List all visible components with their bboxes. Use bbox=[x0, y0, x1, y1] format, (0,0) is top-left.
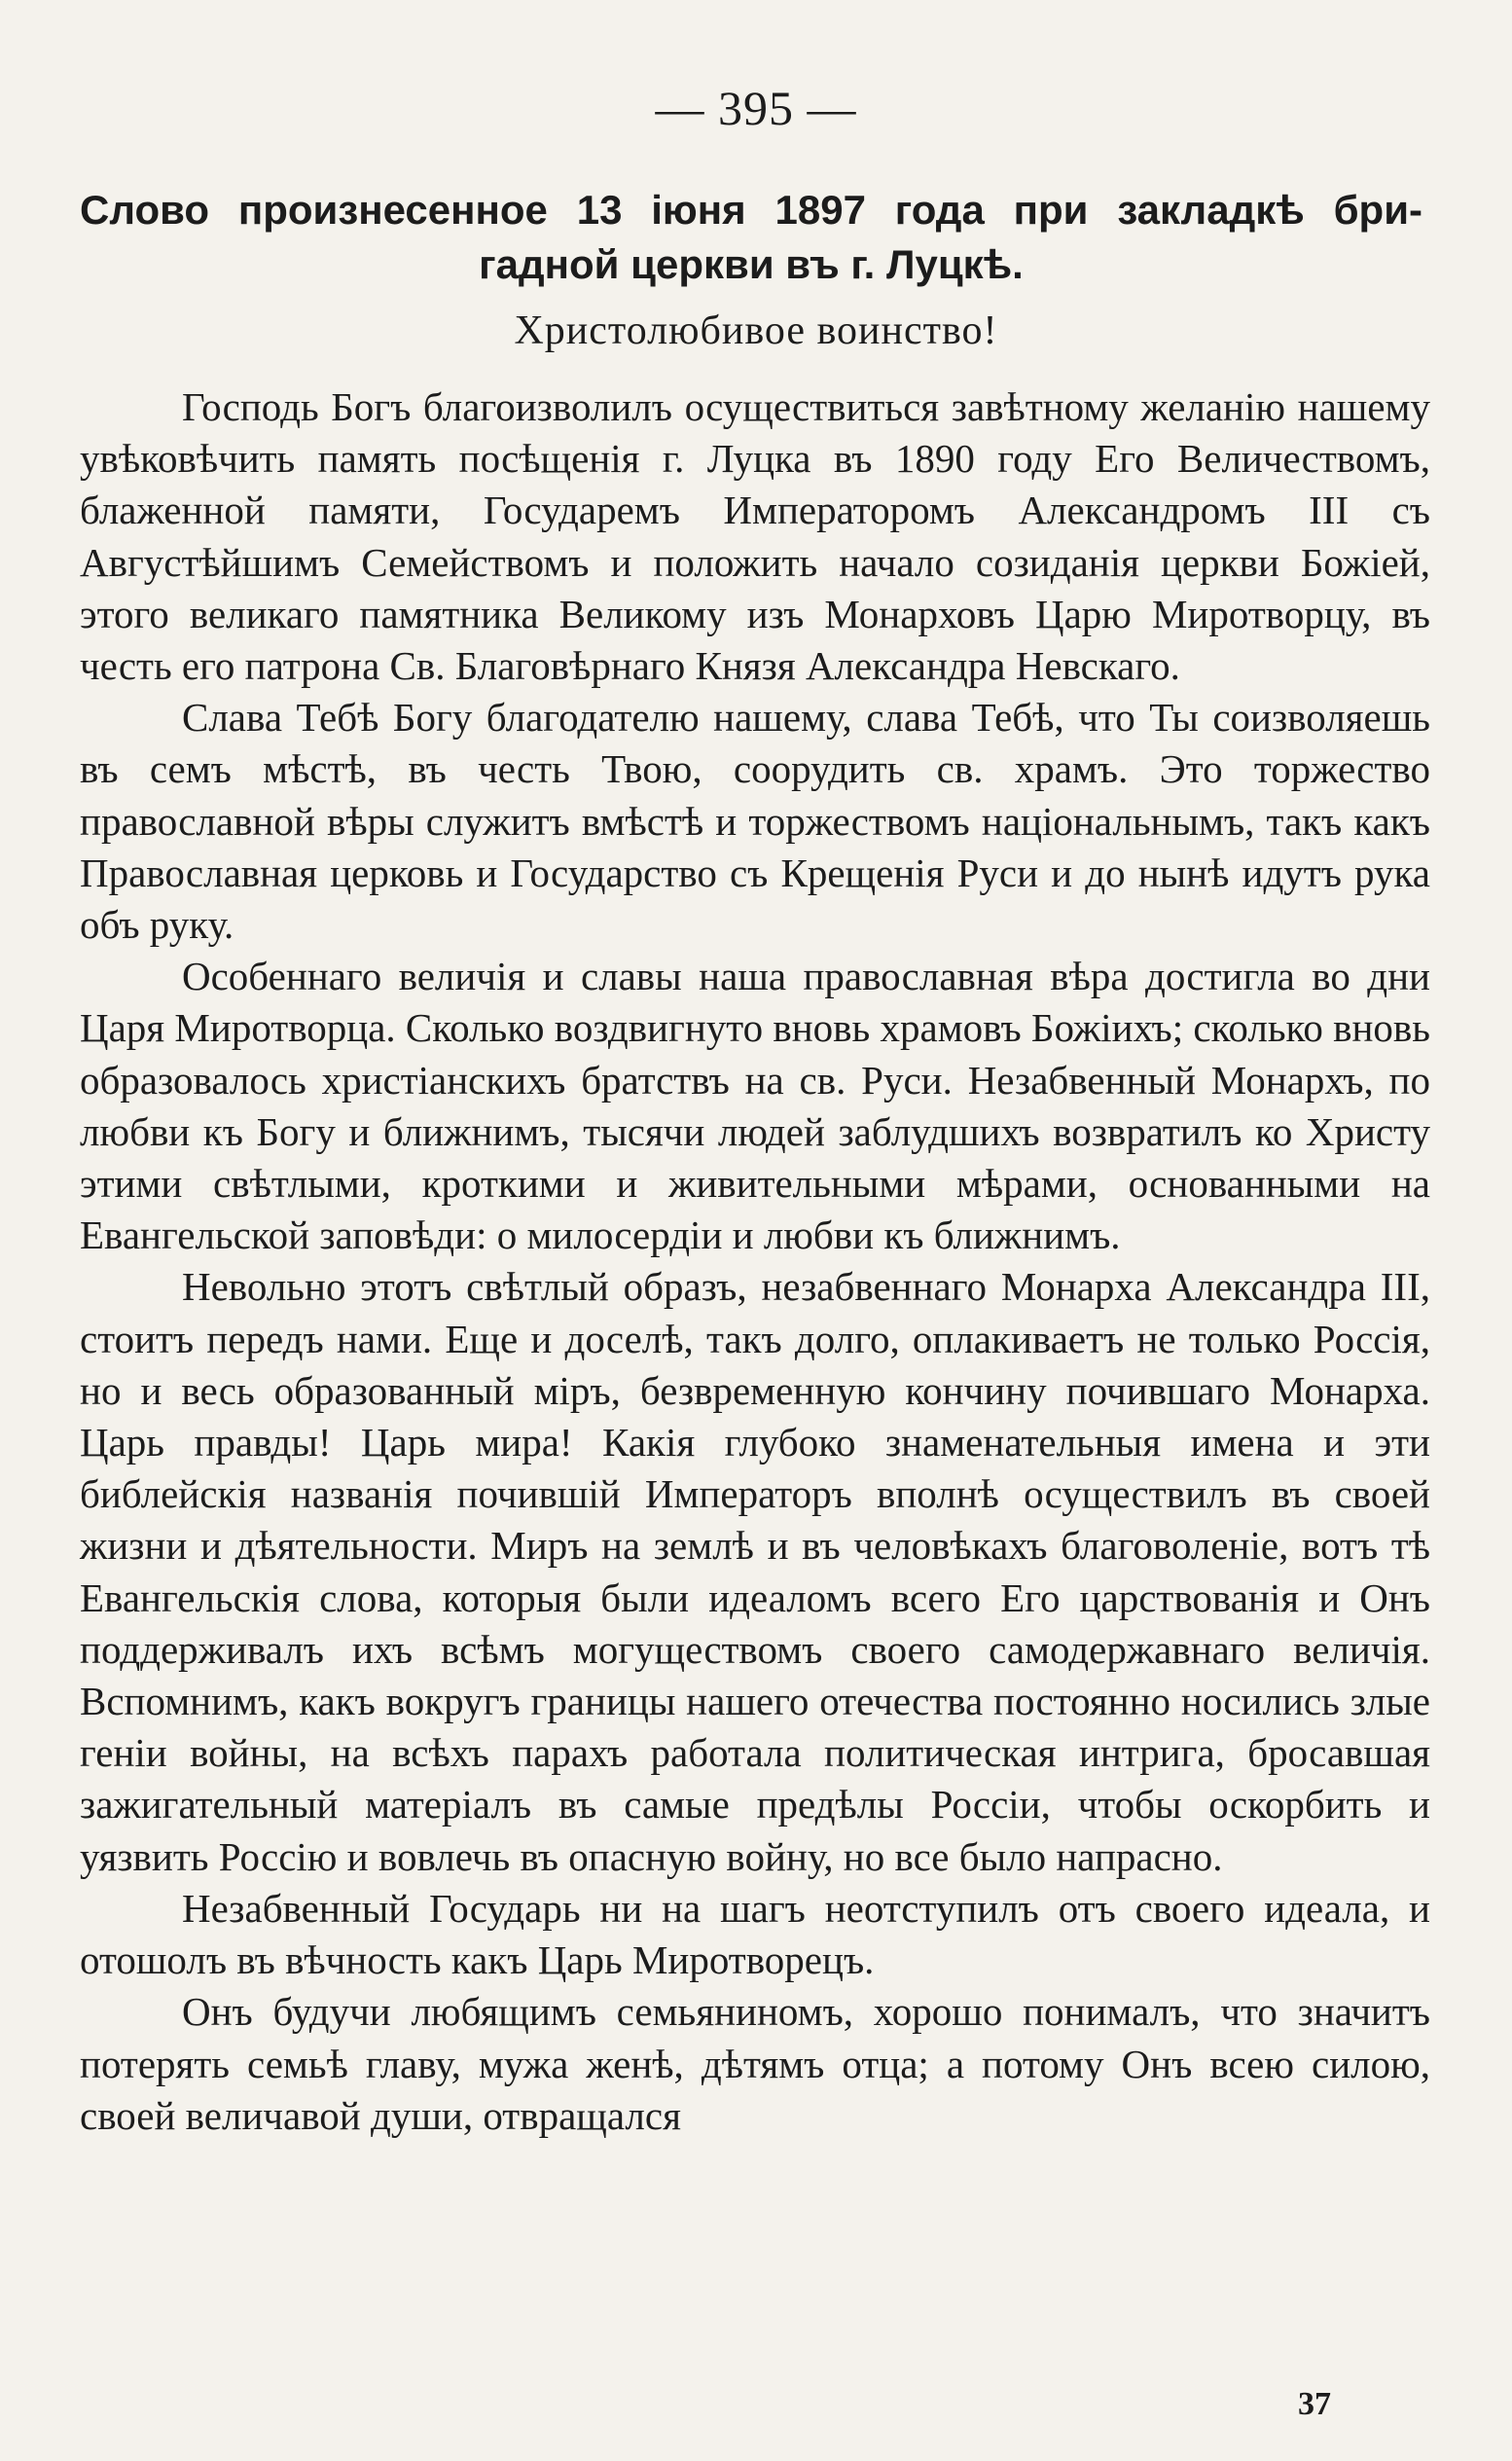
sermon-title bbox=[80, 183, 1422, 292]
title-line-2: гадной церкви въ г. Луцкѣ. bbox=[479, 241, 1024, 287]
page-number: — 395 — bbox=[655, 81, 857, 135]
paragraph: Невольно этотъ свѣтлый образъ, незабвеннаго Монарха Александра III, стоитъ передъ нами. Еще и доселѣ, такъ долго, оплакиваетъ не только Россія, но и весь образованный міръ, безвременную кончину почившаго Монарха. Царь правды! Царь мира! Какія глубоко знаменательныя имена и эти библейскія названія почившій Императоръ вполнѣ осуществилъ въ своей жизни и дѣятельности. Миръ на землѣ и въ человѣкахъ благоволеніе, вотъ тѣ Евангельскія слова, которыя были идеаломъ всего Его царствованія и Онъ поддерживалъ ихъ всѣмъ могуществомъ своего самодержавнаго величія. Вспомнимъ, какъ вокругъ границы нашего отечества постоянно носились злые геніи войны, на всѣхъ парахъ работала политическая интрига, бросавшая зажигательный матеріалъ въ самые предѣлы Россіи, чтобы оскорбить и уязвить Россію и вовлечь въ опасную войну, но все было напрасно. bbox=[80, 1264, 1430, 1879]
title-line-1: Слово произнесенное 13 іюня 1897 года при закладкѣ бри- bbox=[80, 187, 1422, 233]
signature-mark: 37 bbox=[1298, 2386, 1331, 2422]
paragraph: Слава Тебѣ Богу благодателю нашему, слава Тебѣ, что Ты соизволяешь въ семъ мѣстѣ, въ честь Твою, соорудить св. храмъ. Это торжество православной вѣры служитъ вмѣстѣ и торжествомъ національнымъ, такъ какъ Православная церковь и Государство съ Крещенія Руси и до нынѣ идутъ рука объ руку. bbox=[80, 695, 1430, 948]
paragraph: Господь Богъ благоизволилъ осуществиться завѣтному желанію нашему увѣковѣчить память посѣщенія г. Луцка въ 1890 году Его Величествомъ, блаженной памяти, Государемъ Императоромъ Александромъ III съ Августѣйшимъ Семействомъ и положить начало созиданія церкви Божіей, этого великаго памятника Великому изъ Монарховъ Царю Миротворцу, въ честь его патрона Св. Благовѣрнаго Князя Александра Невскаго. bbox=[80, 384, 1430, 689]
paragraph: Онъ будучи любящимъ семьяниномъ, хорошо понималъ, что значитъ потерять семьѣ главу, мужа женѣ, дѣтямъ отца; а потому Онъ всею силою, своей величавой души, отвращался bbox=[80, 1989, 1430, 2138]
opening-address: Христолюбивое воинство! bbox=[514, 308, 998, 353]
paragraph: Особеннаго величія и славы наша православная вѣра достигла во дни Царя Миротворца. Сколько воздвигнуто вновь храмовъ Божіихъ; сколько вновь образовалось христіанскихъ братствъ на св. Руси. Незабвенный Монархъ, по любви къ Богу и ближнимъ, тысячи людей заблудшихъ возвратилъ ко Христу этими свѣтлыми, кроткими и живительными мѣрами, основанными на Евангельской заповѣди: о милосердіи и любви къ ближнимъ. bbox=[80, 954, 1430, 1258]
sermon-body bbox=[80, 381, 1430, 2142]
paragraph: Незабвенный Государь ни на шагъ неотступилъ отъ своего идеала, и отошолъ въ вѣчность какъ Царь Миротворецъ. bbox=[80, 1885, 1430, 1983]
